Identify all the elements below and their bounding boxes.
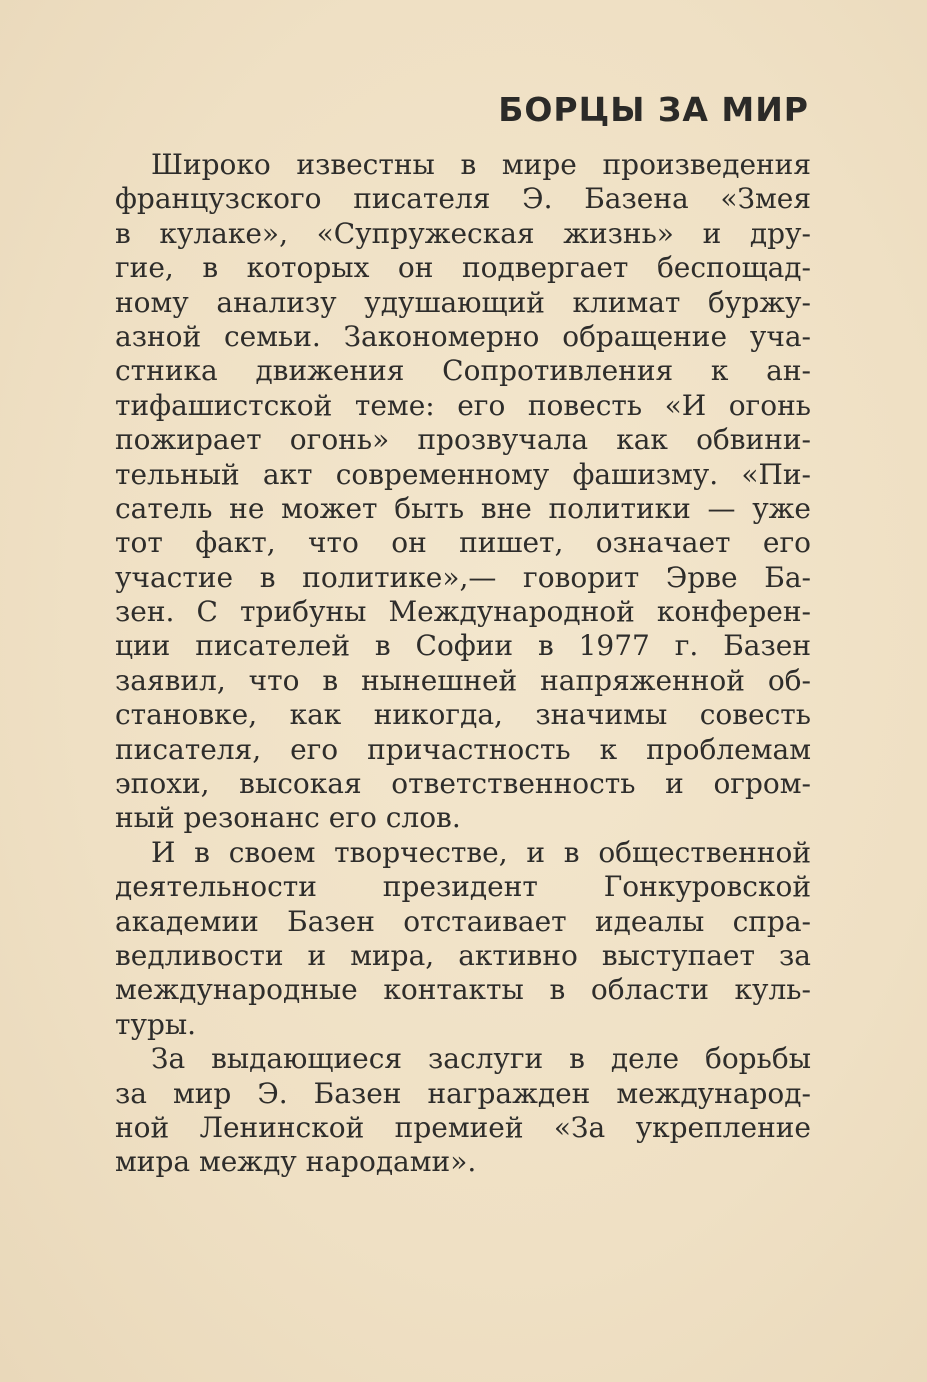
article-body: [115, 148, 811, 1180]
text-line: ной Ленинской премией «За укрепление: [115, 1110, 811, 1144]
text-line: эпохи, высокая ответственность и огром-: [115, 767, 811, 801]
text-line: тот факт, что он пишет, означает его: [115, 526, 811, 560]
text-line: участие в политике»,— говорит Эрве Ба-: [115, 560, 811, 594]
text-line: ный резонанс его слов.: [115, 801, 461, 835]
text-line: академии Базен отстаивает идеалы спра-: [115, 904, 811, 938]
text-line: писателя, его причастность к проблемам: [115, 732, 811, 766]
paragraph-3: [115, 1042, 811, 1180]
text-line: И в своем творчестве, и в общественной: [151, 835, 811, 869]
text-line: тифашистской теме: его повесть «И огонь: [115, 388, 811, 422]
text-line: Широко известны в мире произведения: [151, 148, 811, 181]
text-line: мира между народами».: [115, 1145, 477, 1179]
text-line: зен. С трибуны Международной конферен-: [115, 595, 811, 629]
text-line: тельный акт современному фашизму. «Пи-: [115, 457, 811, 491]
paragraph-2: [115, 836, 811, 1042]
text-line: французского писателя Э. Базена «Змея: [115, 182, 811, 216]
text-line: стника движения Сопротивления к ан-: [115, 354, 811, 388]
text-line: туры.: [115, 1007, 197, 1041]
text-line: За выдающиеся заслуги в деле борьбы: [151, 1042, 811, 1076]
text-line: в кулаке», «Супружеская жизнь» и дру-: [115, 216, 811, 250]
text-line: деятельности президент Гонкуровской: [115, 870, 811, 904]
paragraph-1: [115, 148, 811, 836]
text-line: заявил, что в нынешней напряженной об-: [115, 663, 811, 697]
text-line: пожирает огонь» прозвучала как обвини-: [115, 423, 811, 457]
text-line: международные контакты в области куль-: [115, 973, 811, 1007]
text-line: гие, в которых он подвергает беспощад-: [115, 251, 811, 285]
text-line: ному анализу удушающий климат буржу-: [115, 285, 811, 319]
text-line: ции писателей в Софии в 1977 г. Базен: [115, 629, 811, 663]
page-heading: БОРЦЫ ЗА МИР: [498, 90, 809, 129]
text-line: ведливости и мира, активно выступает за: [115, 938, 811, 972]
text-line: сатель не может быть вне политики — уже: [115, 491, 811, 525]
text-line: азной семьи. Закономерно обращение уча-: [115, 319, 811, 353]
text-line: за мир Э. Базен награжден международ-: [115, 1076, 811, 1110]
text-line: становке, как никогда, значимы совесть: [115, 698, 811, 732]
